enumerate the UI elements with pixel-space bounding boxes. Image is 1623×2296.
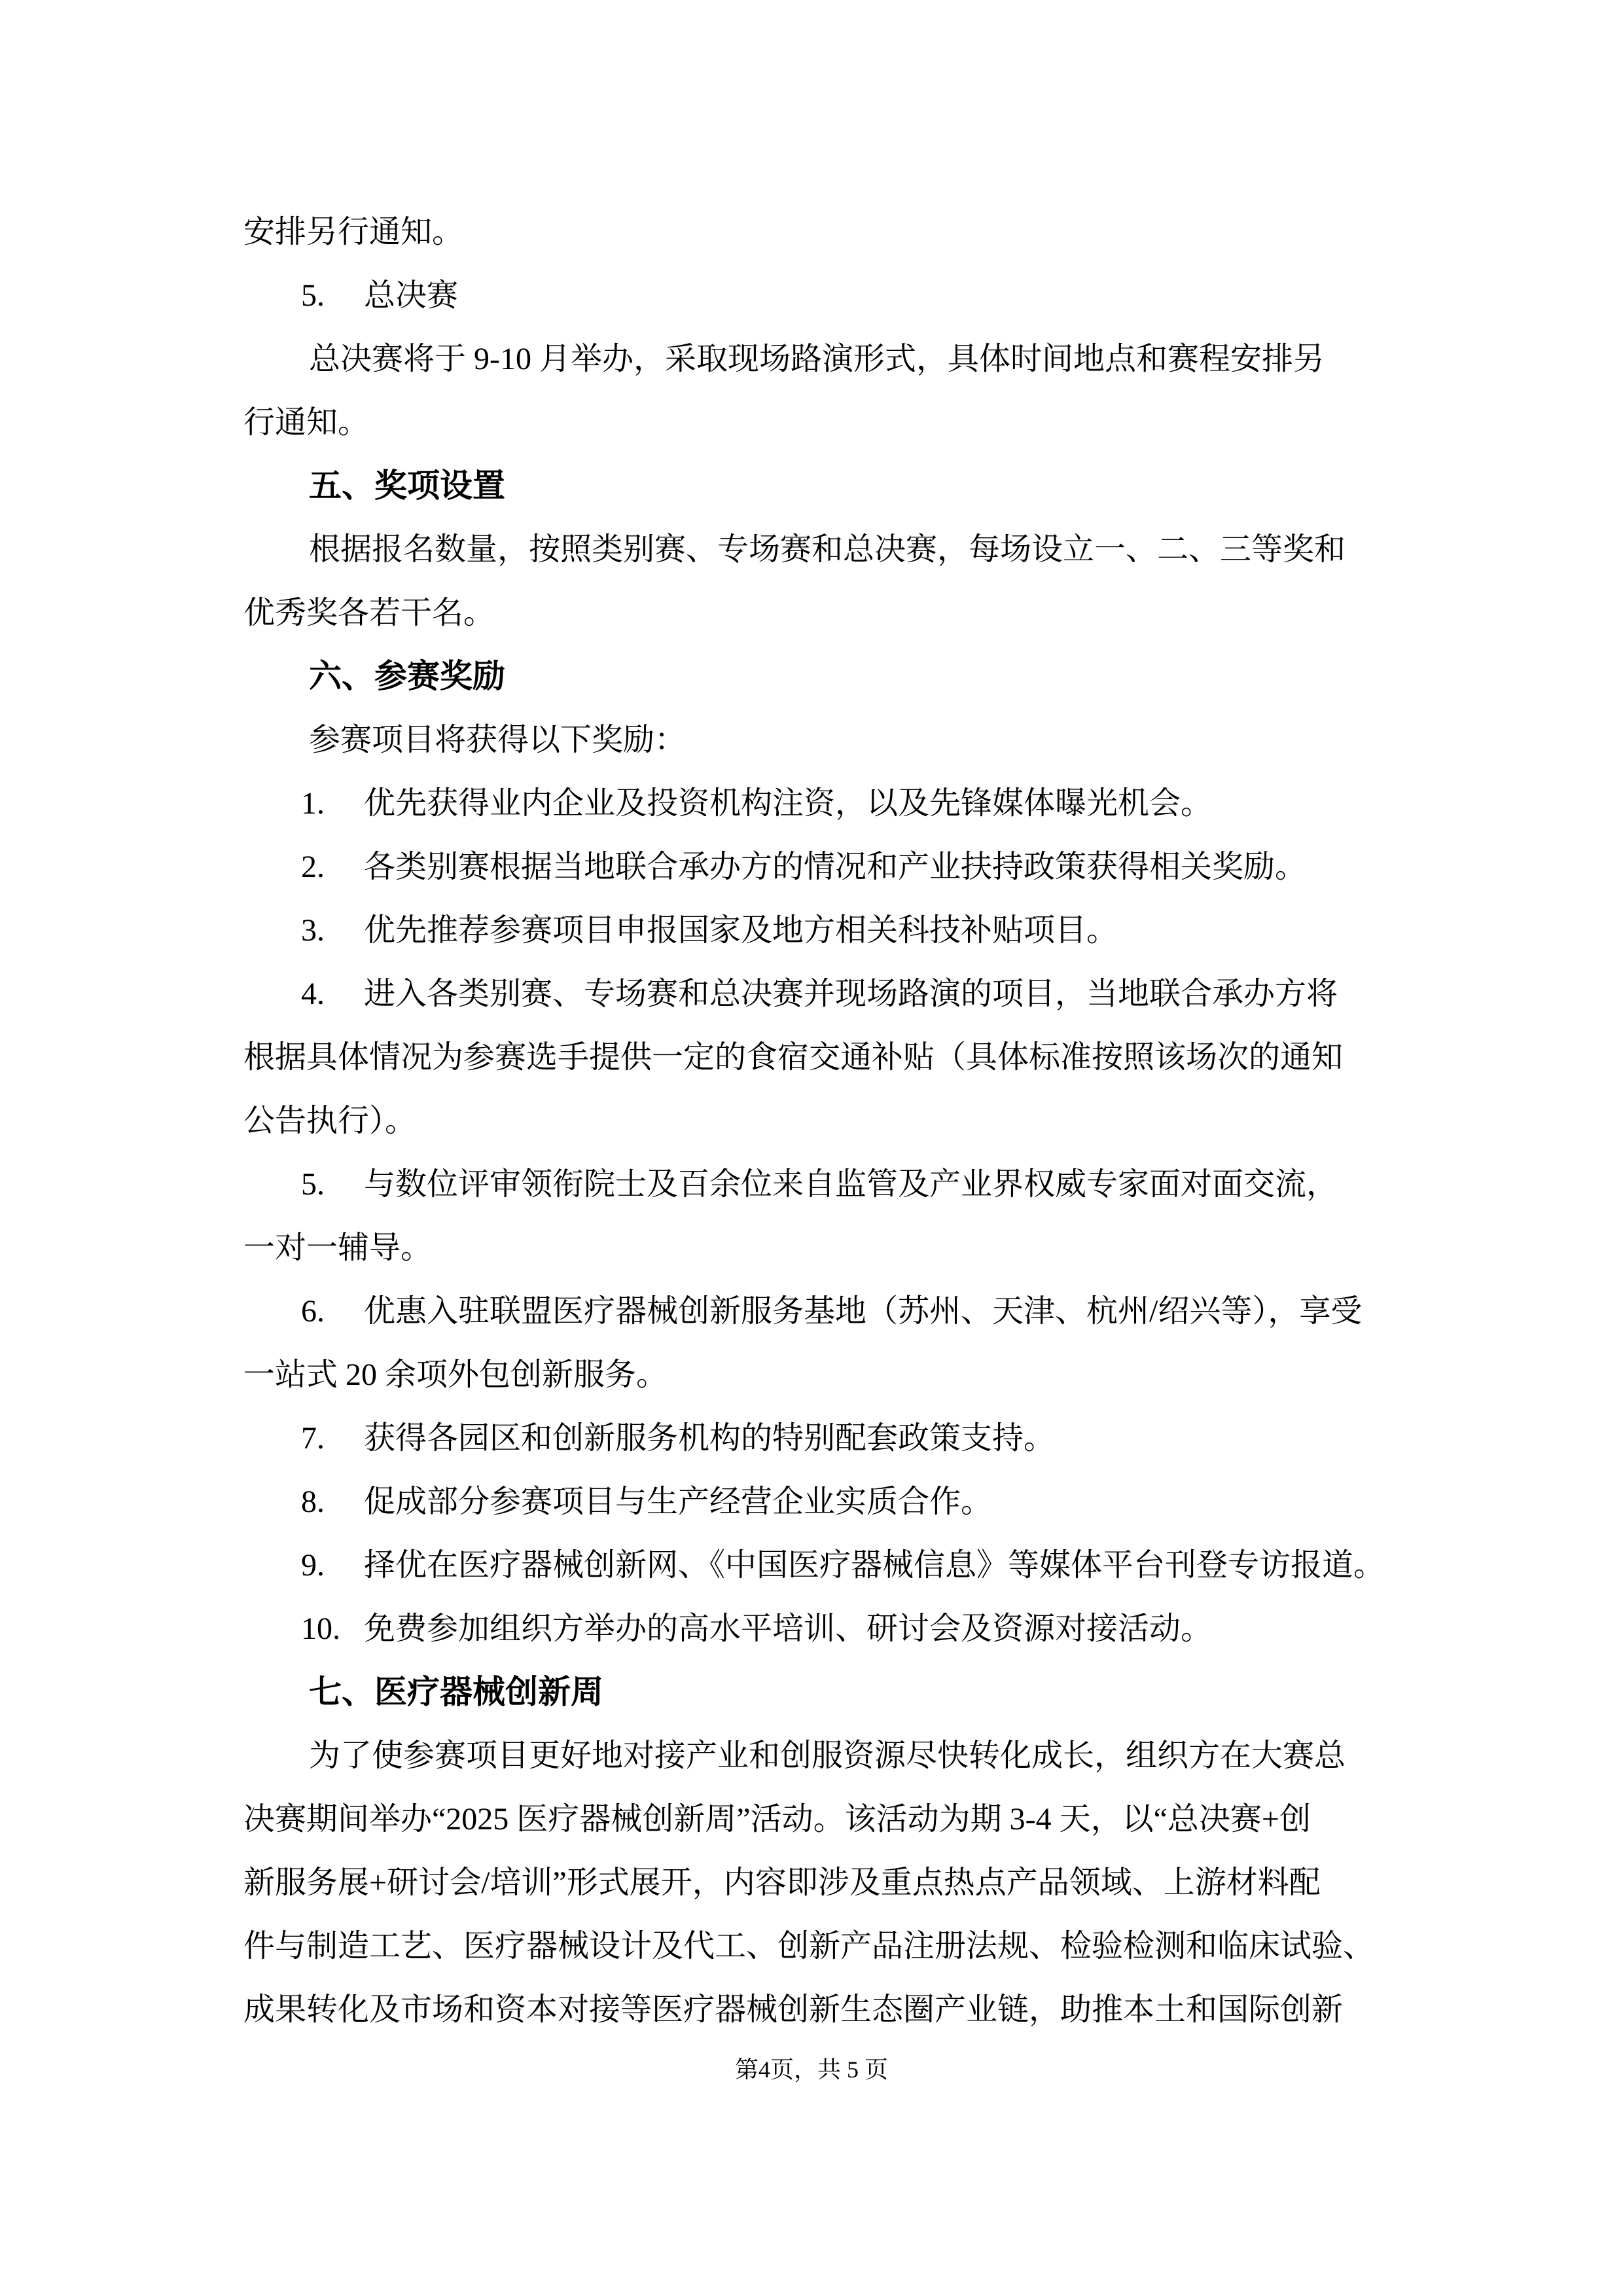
line-text: 优先获得业内企业及投资机构注资，以及先锋媒体曝光机会。: [364, 786, 1213, 821]
line-text: 进入各类别赛、专场赛和总决赛并现场路演的项目，当地联合承办方将: [364, 977, 1338, 1011]
line-text: 一对一辅导。: [243, 1230, 433, 1265]
list-number: 8.: [301, 1484, 325, 1519]
list-number: 2.: [301, 850, 325, 884]
line-text: 优惠入驻联盟医疗器械创新服务基地（苏州、天津、杭州/绍兴等），享受: [364, 1294, 1363, 1329]
document-body: [243, 200, 1402, 2041]
list-number: 7.: [301, 1421, 325, 1456]
text-line: [243, 1851, 1402, 1914]
line-text: 优先推荐参赛项目申报国家及地方相关科技补贴项目。: [364, 913, 1118, 948]
line-text: 为了使参赛项目更好地对接产业和创服资源尽快转化成长，组织方在大赛总: [309, 1738, 1346, 1773]
page-footer: [0, 2049, 1623, 2090]
line-text: 优秀奖各若干名。: [243, 596, 495, 630]
text-line: [243, 962, 1402, 1026]
list-number: 3.: [301, 913, 325, 948]
text-line: [243, 1026, 1402, 1089]
text-line: [243, 518, 1402, 581]
text-line: [243, 1724, 1402, 1787]
line-text: 择优在医疗器械创新网、《中国医疗器械信息》等媒体平台刊登专访报道。: [364, 1548, 1385, 1583]
text-line: [243, 1216, 1402, 1280]
list-number: 6.: [301, 1294, 325, 1329]
text-line: [243, 327, 1402, 391]
page-number-text: 第4页，共 5 页: [734, 2056, 888, 2083]
line-text: 七、医疗器械创新周: [309, 1674, 603, 1710]
line-text: 总决赛将于 9-10 月举办，采取现场路演形式，具体时间地点和赛程安排另: [309, 342, 1325, 376]
list-number: 9.: [301, 1548, 325, 1583]
line-text: 成果转化及市场和资本对接等医疗器械创新生态圈产业链，助推本土和国际创新: [243, 1992, 1344, 2027]
text-line: [243, 1914, 1402, 1978]
text-line: [243, 1978, 1402, 2041]
line-text: 六、参赛奖励: [309, 658, 505, 694]
line-text: 免费参加组织方举办的高水平培训、研讨会及资源对接活动。: [364, 1611, 1213, 1646]
line-text: 根据报名数量，按照类别赛、专场赛和总决赛，每场设立一、二、三等奖和: [309, 532, 1346, 567]
list-number: 4.: [301, 977, 325, 1011]
list-number: 10.: [301, 1611, 340, 1646]
line-text: 获得各园区和创新服务机构的特别配套政策支持。: [364, 1421, 1056, 1456]
text-line: [243, 835, 1402, 899]
section-heading: [243, 645, 1402, 708]
text-line: [243, 1407, 1402, 1470]
list-number: 5.: [301, 1167, 325, 1202]
text-line: [243, 1597, 1402, 1660]
line-text: 新服务展+研讨会/培训”形式展开，内容即涉及重点热点产品领域、上游材料配: [243, 1865, 1321, 1900]
line-text: 决赛期间举办“2025 医疗器械创新周”活动。该活动为期 3-4 天，以“总决赛+创: [243, 1802, 1311, 1837]
text-line: [243, 1787, 1402, 1851]
text-line: [243, 899, 1402, 962]
text-line: [243, 200, 1402, 264]
list-number: 1.: [301, 786, 325, 821]
line-text: 各类别赛根据当地联合承办方的情况和产业扶持政策获得相关奖励。: [364, 850, 1307, 884]
text-line: [243, 708, 1402, 772]
line-text: 安排另行通知。: [243, 215, 464, 249]
text-line: [243, 1153, 1402, 1216]
line-text: 与数位评审领衔院士及百余位来自监管及产业界权威专家面对面交流，: [364, 1167, 1338, 1202]
text-line: [243, 1280, 1402, 1343]
text-line: [243, 1089, 1402, 1153]
line-text: 根据具体情况为参赛选手提供一定的食宿交通补贴（具体标准按照该场次的通知: [243, 1040, 1344, 1075]
section-heading: [243, 1660, 1402, 1724]
line-text: 促成部分参赛项目与生产经营企业实质合作。: [364, 1484, 993, 1519]
line-text: 参赛项目将获得以下奖励：: [309, 723, 687, 757]
text-line: [243, 1470, 1402, 1534]
text-line: [243, 772, 1402, 835]
line-text: 件与制造工艺、医疗器械设计及代工、创新产品注册法规、检验检测和临床试验、: [243, 1929, 1375, 1964]
list-number: 5.: [301, 278, 325, 313]
line-text: 公告执行）。: [243, 1103, 417, 1138]
line-text: 五、奖项设置: [309, 467, 505, 504]
text-line: [243, 1343, 1402, 1407]
line-text: 一站式 20 余项外包创新服务。: [243, 1357, 668, 1392]
text-line: [243, 391, 1402, 454]
text-line: [243, 1534, 1402, 1597]
line-text: 总决赛: [364, 278, 459, 313]
section-heading: [243, 454, 1402, 518]
line-text: 行通知。: [243, 405, 370, 440]
text-line: [243, 581, 1402, 645]
text-line: [243, 264, 1402, 327]
